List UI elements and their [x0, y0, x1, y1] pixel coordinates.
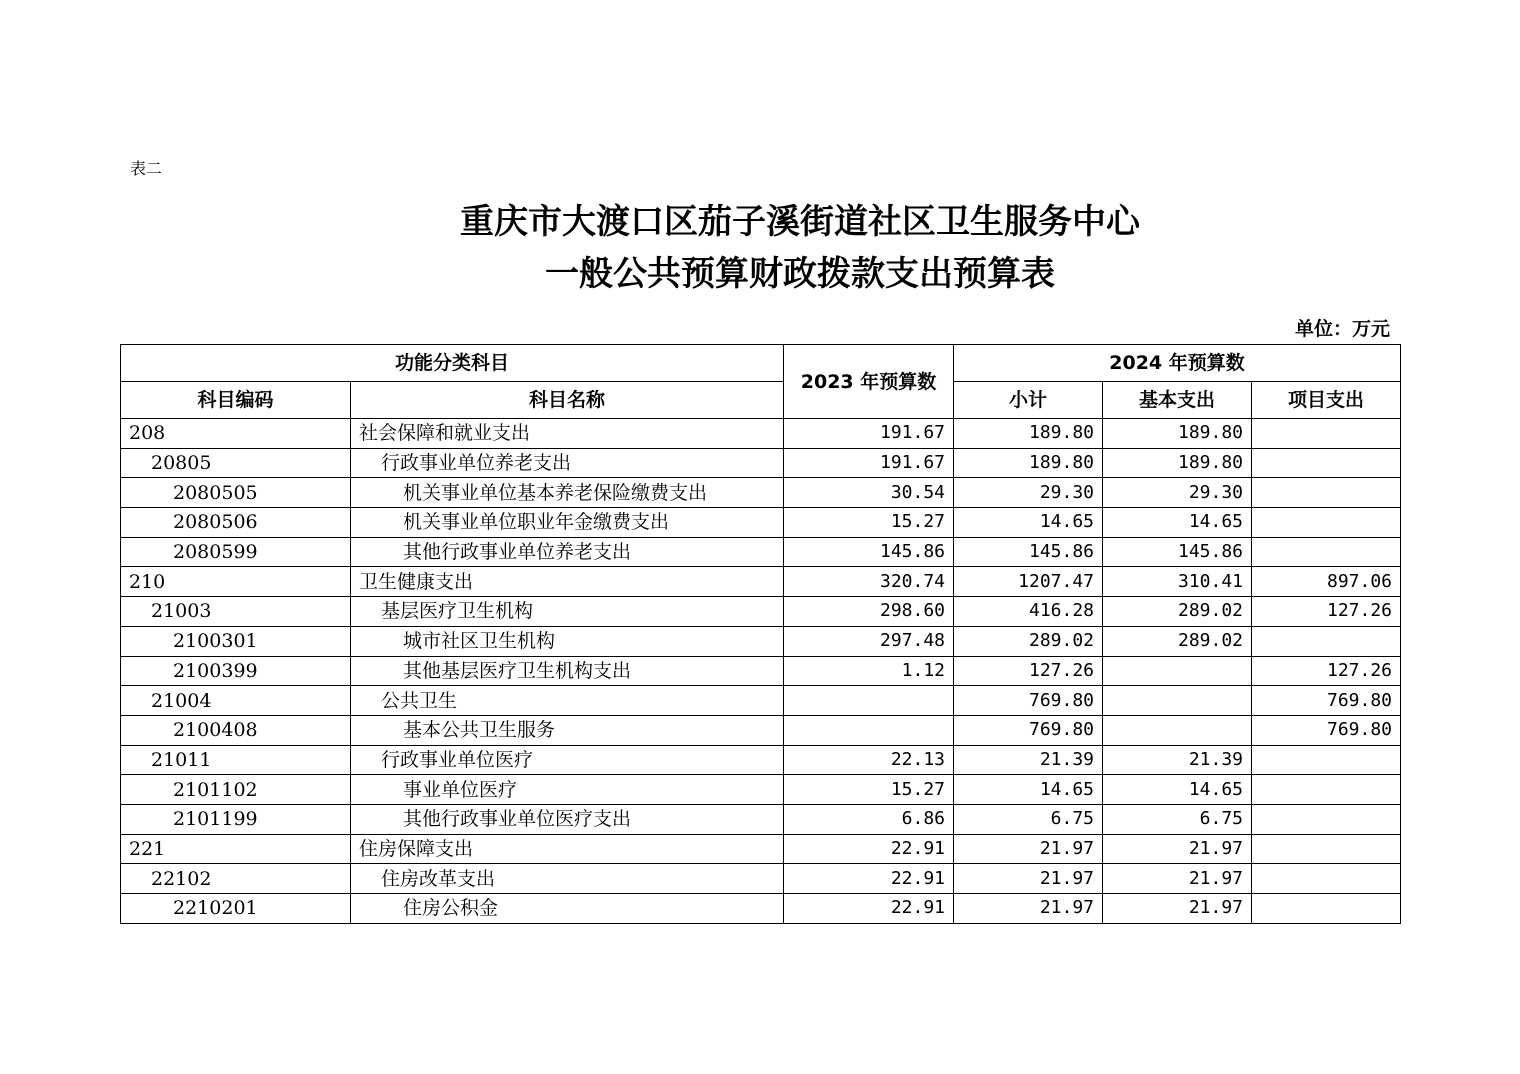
row-basic: 189.80: [1103, 419, 1252, 449]
row-code: 210: [121, 567, 351, 597]
table-row: [121, 626, 1401, 656]
row-basic: 289.02: [1103, 597, 1252, 627]
row-project: [1252, 804, 1401, 834]
row-2023-budget: 22.91: [784, 894, 954, 924]
table-row: [121, 686, 1401, 716]
row-basic: 6.75: [1103, 804, 1252, 834]
row-name: 机关事业单位职业年金缴费支出: [351, 508, 784, 538]
header-subtotal: 小计: [954, 382, 1103, 419]
row-project: [1252, 745, 1401, 775]
row-2023-budget: 191.67: [784, 419, 954, 449]
row-2023-budget: 22.91: [784, 864, 954, 894]
row-code: 208: [121, 419, 351, 449]
row-name: 卫生健康支出: [351, 567, 784, 597]
row-code: 20805: [121, 448, 351, 478]
row-name: 基层医疗卫生机构: [351, 597, 784, 627]
table-row: [121, 804, 1401, 834]
table-row: [121, 656, 1401, 686]
row-name: 住房改革支出: [351, 864, 784, 894]
row-basic: [1103, 656, 1252, 686]
row-name: 其他行政事业单位养老支出: [351, 537, 784, 567]
table-row: [121, 478, 1401, 508]
row-project: 127.26: [1252, 597, 1401, 627]
row-code: 2080505: [121, 478, 351, 508]
row-subtotal: 189.80: [954, 448, 1103, 478]
unit-label: 单位：万元: [1294, 318, 1390, 340]
table-row: [121, 894, 1401, 924]
row-subtotal: 21.97: [954, 834, 1103, 864]
row-2023-budget: 22.91: [784, 834, 954, 864]
row-2023-budget: 320.74: [784, 567, 954, 597]
table-header: [121, 345, 1401, 419]
table-row: [121, 448, 1401, 478]
row-name: 社会保障和就业支出: [351, 419, 784, 449]
table-row: [121, 834, 1401, 864]
row-project: 769.80: [1252, 715, 1401, 745]
row-project: 127.26: [1252, 656, 1401, 686]
page-title: 重庆市大渡口区茄子溪街道社区卫生服务中心: [460, 202, 1140, 242]
table-row: [121, 597, 1401, 627]
table-row: [121, 745, 1401, 775]
budget-table: [120, 344, 1401, 924]
row-subtotal: 145.86: [954, 537, 1103, 567]
row-subtotal: 127.26: [954, 656, 1103, 686]
row-project: [1252, 448, 1401, 478]
table-row: [121, 419, 1401, 449]
row-basic: [1103, 686, 1252, 716]
table-row: [121, 567, 1401, 597]
header-row-2: [121, 382, 1401, 419]
row-project: [1252, 894, 1401, 924]
row-project: [1252, 537, 1401, 567]
header-2024-group: 2024 年预算数: [954, 345, 1401, 382]
row-name: 其他基层医疗卫生机构支出: [351, 656, 784, 686]
row-basic: 21.97: [1103, 894, 1252, 924]
row-subtotal: 6.75: [954, 804, 1103, 834]
row-name: 基本公共卫生服务: [351, 715, 784, 745]
table-row: [121, 864, 1401, 894]
row-subtotal: 14.65: [954, 508, 1103, 538]
header-project: 项目支出: [1252, 382, 1401, 419]
row-2023-budget: 15.27: [784, 508, 954, 538]
row-code: 2100301: [121, 626, 351, 656]
table-row: [121, 715, 1401, 745]
row-code: 21004: [121, 686, 351, 716]
row-code: 21011: [121, 745, 351, 775]
row-2023-budget: 30.54: [784, 478, 954, 508]
row-subtotal: 14.65: [954, 775, 1103, 805]
row-code: 2100399: [121, 656, 351, 686]
table-body: [121, 419, 1401, 924]
table-row: [121, 537, 1401, 567]
row-code: 221: [121, 834, 351, 864]
row-subtotal: 769.80: [954, 686, 1103, 716]
row-name: 住房保障支出: [351, 834, 784, 864]
table-row: [121, 775, 1401, 805]
row-2023-budget: 191.67: [784, 448, 954, 478]
row-name: 其他行政事业单位医疗支出: [351, 804, 784, 834]
row-subtotal: 21.97: [954, 864, 1103, 894]
row-2023-budget: 15.27: [784, 775, 954, 805]
row-subtotal: 416.28: [954, 597, 1103, 627]
header-name: 科目名称: [351, 382, 784, 419]
row-project: [1252, 864, 1401, 894]
header-basic: 基本支出: [1103, 382, 1252, 419]
row-name: 机关事业单位基本养老保险缴费支出: [351, 478, 784, 508]
row-code: 22102: [121, 864, 351, 894]
row-name: 行政事业单位养老支出: [351, 448, 784, 478]
row-code: 21003: [121, 597, 351, 627]
row-code: 2101102: [121, 775, 351, 805]
header-2023-budget: 2023 年预算数: [784, 345, 954, 419]
row-name: 住房公积金: [351, 894, 784, 924]
row-subtotal: 189.80: [954, 419, 1103, 449]
row-project: [1252, 419, 1401, 449]
row-basic: 145.86: [1103, 537, 1252, 567]
row-basic: 14.65: [1103, 508, 1252, 538]
row-code: 2210201: [121, 894, 351, 924]
row-2023-budget: 145.86: [784, 537, 954, 567]
row-project: 769.80: [1252, 686, 1401, 716]
row-project: [1252, 775, 1401, 805]
row-basic: 310.41: [1103, 567, 1252, 597]
row-subtotal: 21.39: [954, 745, 1103, 775]
row-2023-budget: 22.13: [784, 745, 954, 775]
row-basic: 14.65: [1103, 775, 1252, 805]
row-2023-budget: 1.12: [784, 656, 954, 686]
row-project: [1252, 478, 1401, 508]
table-row: [121, 508, 1401, 538]
row-name: 事业单位医疗: [351, 775, 784, 805]
row-project: [1252, 626, 1401, 656]
row-basic: 189.80: [1103, 448, 1252, 478]
row-name: 城市社区卫生机构: [351, 626, 784, 656]
row-subtotal: 29.30: [954, 478, 1103, 508]
row-subtotal: 1207.47: [954, 567, 1103, 597]
row-project: [1252, 834, 1401, 864]
row-code: 2100408: [121, 715, 351, 745]
row-2023-budget: [784, 686, 954, 716]
row-subtotal: 769.80: [954, 715, 1103, 745]
row-code: 2101199: [121, 804, 351, 834]
row-2023-budget: 298.60: [784, 597, 954, 627]
page-subtitle: 一般公共预算财政拨款支出预算表: [545, 254, 1055, 294]
row-project: 897.06: [1252, 567, 1401, 597]
header-row-1: [121, 345, 1401, 382]
table-label: 表二: [130, 159, 163, 178]
header-func-group: 功能分类科目: [121, 345, 784, 382]
row-subtotal: 21.97: [954, 894, 1103, 924]
row-basic: 21.39: [1103, 745, 1252, 775]
row-basic: 29.30: [1103, 478, 1252, 508]
row-basic: [1103, 715, 1252, 745]
row-2023-budget: [784, 715, 954, 745]
row-code: 2080506: [121, 508, 351, 538]
row-project: [1252, 508, 1401, 538]
row-name: 行政事业单位医疗: [351, 745, 784, 775]
row-basic: 21.97: [1103, 864, 1252, 894]
row-name: 公共卫生: [351, 686, 784, 716]
header-code: 科目编码: [121, 382, 351, 419]
row-basic: 21.97: [1103, 834, 1252, 864]
row-2023-budget: 6.86: [784, 804, 954, 834]
row-2023-budget: 297.48: [784, 626, 954, 656]
row-subtotal: 289.02: [954, 626, 1103, 656]
row-basic: 289.02: [1103, 626, 1252, 656]
row-code: 2080599: [121, 537, 351, 567]
